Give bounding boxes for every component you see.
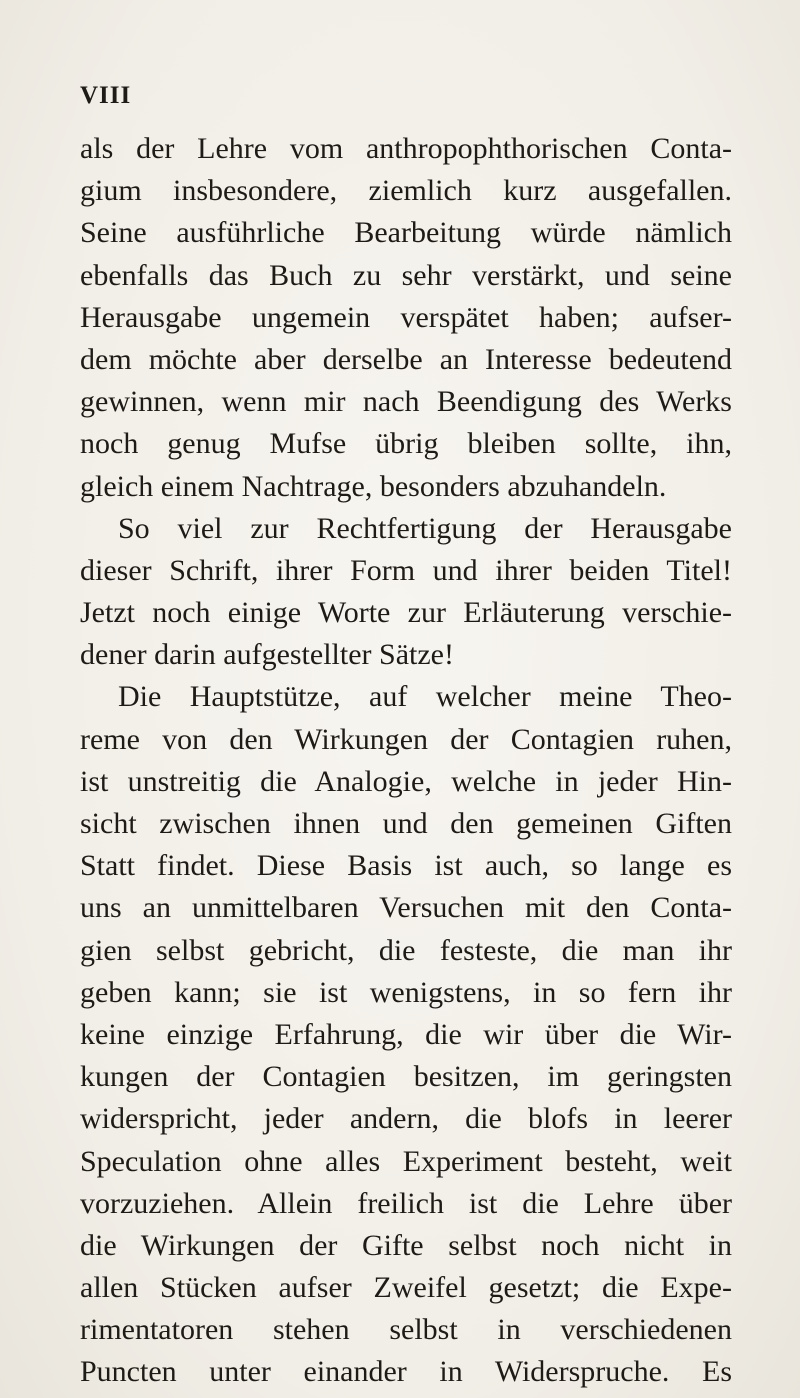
text-line: dener darin aufgestellter Sätze! — [80, 638, 454, 672]
text-line: noch genug Mufse übrig bleiben sollte, ihn, — [80, 427, 732, 461]
text-line: ebenfalls das Buch zu sehr verstärkt, und seine — [80, 258, 732, 292]
text-line: gien selbst gebricht, die festeste, die man ihr — [80, 933, 732, 967]
text-line: allen Stücken aufser Zweifel gesetzt; die Expe- — [80, 1271, 732, 1305]
text-line: uns an unmittelbaren Versuchen mit den Conta- — [80, 891, 732, 925]
text-line: widerspricht, jeder andern, die blofs in leerer — [80, 1102, 732, 1136]
text-line: keine einzige Erfahrung, die wir über die Wir- — [80, 1017, 732, 1051]
text-line: Puncten unter einander in Widerspruche. Es — [80, 1355, 732, 1389]
text-line: Statt findet. Diese Basis ist auch, so lange es — [80, 849, 732, 883]
text-line: Speculation ohne alles Experiment besteht, weit — [80, 1144, 732, 1178]
text-line: als der Lehre vom anthropophthorischen Conta- — [80, 132, 732, 165]
text-line: dieser Schrift, ihrer Form und ihrer beiden Titel! — [80, 553, 732, 587]
text-line: Die Hauptstütze, auf welcher meine Theo- — [118, 680, 732, 714]
text-line: Herausgabe ungemein verspätet haben; aufser- — [80, 300, 732, 334]
body-text — [80, 128, 732, 1394]
text-line: gium insbesondere, ziemlich kurz ausgefallen. — [80, 174, 732, 208]
text-line: geben kann; sie ist wenigstens, in so fern ihr — [80, 975, 732, 1009]
text-line: Seine ausführliche Bearbeitung würde nämlich — [80, 216, 732, 250]
text-line: rimentatoren stehen selbst in verschiedenen — [80, 1313, 732, 1347]
text-line: die Wirkungen der Gifte selbst noch nicht in — [80, 1228, 732, 1262]
text-line: sicht zwischen ihnen und den gemeinen Giften — [80, 807, 732, 840]
text-line: reme von den Wirkungen der Contagien ruhen, — [80, 722, 732, 756]
text-line: vorzuziehen. Allein freilich ist die Lehre über — [80, 1186, 732, 1220]
text-line: ist unstreitig die Analogie, welche in jeder Hin- — [80, 764, 732, 798]
text-line: gleich einem Nachtrage, besonders abzuhandeln. — [80, 469, 667, 503]
text-line: gewinnen, wenn mir nach Beendigung des Werks — [80, 385, 732, 419]
text-line: So viel zur Rechtfertigung der Herausgabe — [118, 511, 732, 545]
text-line: dem möchte aber derselbe an Interesse bedeutend — [80, 342, 732, 376]
page-number: VIII — [80, 82, 132, 109]
text-line: kungen der Contagien besitzen, im geringsten — [80, 1060, 732, 1094]
text-line: Jetzt noch einige Worte zur Erläuterung verschie- — [80, 596, 732, 630]
